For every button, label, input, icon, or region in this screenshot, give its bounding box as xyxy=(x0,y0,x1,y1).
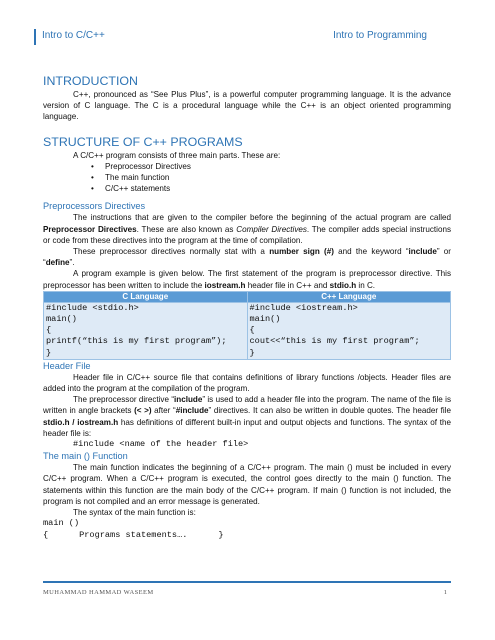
footer-author: MUHAMMAD HAMMAD WASEEM xyxy=(43,589,154,596)
code-line: main() xyxy=(46,314,77,325)
c-code-cell xyxy=(44,302,248,359)
main-function-code-line-1: main () xyxy=(43,518,80,529)
structure-heading: STRUCTURE OF C++ PROGRAMS xyxy=(43,134,243,149)
main-function-code-line-2: { Programs statements…. } xyxy=(43,529,224,540)
preproc-heading: Preprocessors Directives xyxy=(43,201,146,212)
header-file-paragraph-1: Header file in C/C++ source file that contains definitions of library functions /objects. Header files are added into the program at the compilation of the program. xyxy=(43,372,451,394)
list-item: • Preprocessor Directives xyxy=(105,161,451,172)
code-line: printf(“this is my first program”); xyxy=(46,336,227,347)
preproc-paragraph-2: These preprocessor directives normally stat with a number sign (#) and the keyword “include” or “define”. xyxy=(43,247,452,268)
preproc-paragraph-1: The instructions that are given to the compiler before the beginning of the actual program are called Preprocessor Directives. These are also known as Compiler Directives. The compiler adds special instructions or code from these directives into the program at the time of compilation. xyxy=(43,213,451,245)
code-line: #include <iostream.h> xyxy=(249,302,358,313)
header-accent-bar xyxy=(34,29,36,45)
code-line: main() xyxy=(249,314,281,325)
code-line: #include <stdio.h> xyxy=(46,302,139,313)
header-file-syntax: #include <name of the header file> xyxy=(73,439,249,450)
list-item: • C/C++ statements xyxy=(105,183,451,194)
code-line: } xyxy=(249,347,255,358)
document-body xyxy=(43,74,451,541)
main-function-heading: The main () Function xyxy=(43,451,128,462)
header-left-title: Intro to C/C++ xyxy=(42,30,105,41)
intro-heading: INTRODUCTION xyxy=(43,74,138,88)
code-line: cout<<“this is my first program”; xyxy=(249,336,420,347)
footer-rule xyxy=(43,581,451,583)
code-line: { xyxy=(46,325,52,336)
main-function-syntax-lead: The syntax of the main function is: xyxy=(73,508,196,518)
code-line: } xyxy=(46,347,52,358)
table-header-c: C Language xyxy=(44,291,248,302)
list-item: • The main function xyxy=(105,172,451,183)
preproc-paragraph-3: A program example is given below. The first statement of the program is preprocessor directive. This preprocessor has been written to include the iostream.h header file in C++ and stdio.h in C. xyxy=(43,269,451,290)
cpp-code-cell xyxy=(247,302,451,359)
page-number: 1 xyxy=(443,589,447,596)
main-function-paragraph: The main function indicates the beginning of a C/C++ program. The main () must be included in every C/C++ program. When a C/C++ program is executed, the control goes directly to the main () function. The statements within this function are the main body of the C/C++ program. If main () function is not included, the program is not compiled and an error message is generated. xyxy=(43,463,451,506)
table-header-cpp: C++ Language xyxy=(247,291,451,302)
intro-paragraph: C++, pronounced as “See Plus Plus”, is a powerful computer programming language. It is the advance version of C language. The C is a procedural language while the C++ is an object oriented programming language. xyxy=(43,90,451,122)
code-comparison-table xyxy=(43,291,451,360)
header-right-title: Intro to Programming xyxy=(333,30,427,41)
structure-list xyxy=(43,161,451,195)
header-file-paragraph-2: The preprocessor directive “include” is used to add a header file into the program. The name of the file is written in angle brackets (< >) after “#include” directives. It can also be written in double quotes. The header file stdio.h / iostream.h has definitions of different built-in input and output objects and functions. The syntax of the header file is: xyxy=(43,395,451,438)
header-file-heading: Header File xyxy=(43,360,91,371)
code-line: { xyxy=(249,325,255,336)
structure-lead: A C/C++ program consists of three main parts. These are: xyxy=(73,150,281,160)
